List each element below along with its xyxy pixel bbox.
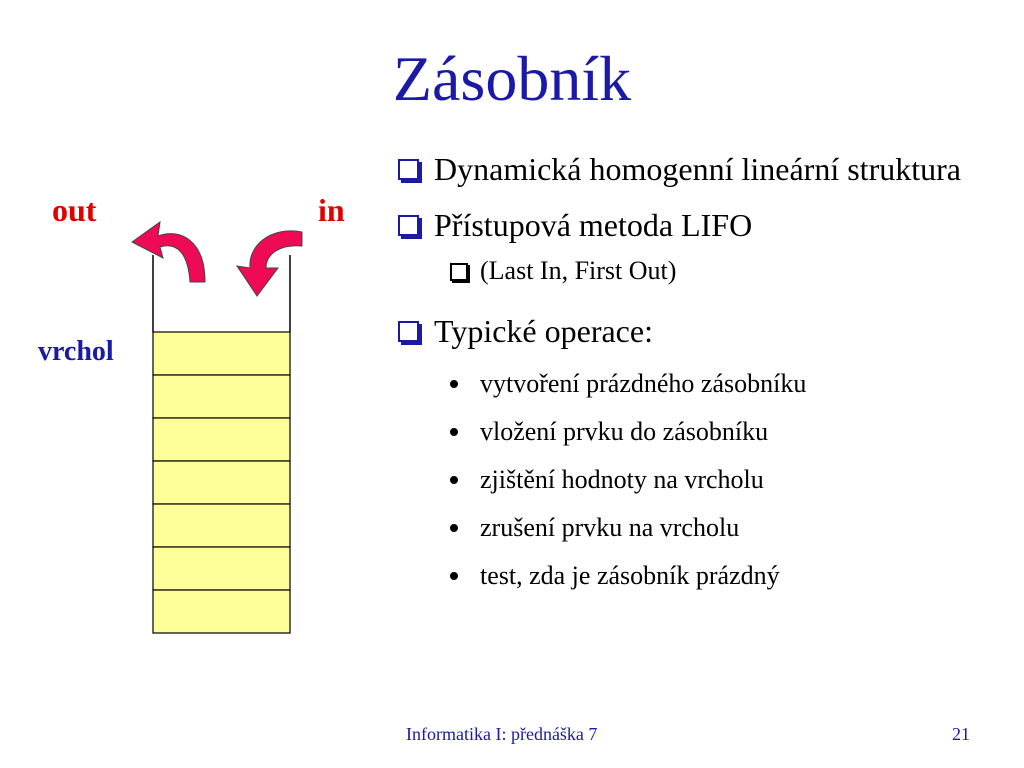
operation-text: zrušení prvku na vrcholu — [480, 513, 740, 542]
operations-list — [396, 360, 1006, 600]
checkbox-bullet-icon — [398, 321, 419, 342]
operation-text: vložení prvku do zásobníku — [480, 417, 769, 446]
stack-diagram — [0, 0, 400, 640]
stack-cell — [153, 375, 290, 418]
bullet-list — [396, 148, 1006, 600]
operation-text: zjištění hodnoty na vrcholu — [480, 465, 764, 494]
stack-cells — [153, 332, 290, 633]
stack-cell — [153, 332, 290, 375]
bullet-text: Přístupová metoda LIFO — [434, 207, 753, 243]
bullet-item — [396, 204, 1006, 246]
checkbox-bullet-icon — [398, 159, 419, 180]
footer-text: Informatika I: přednáška 7 — [406, 724, 598, 744]
bullet-dot-icon — [450, 380, 458, 388]
bullet-item — [396, 148, 1006, 190]
sub-bullet-item — [396, 254, 1006, 288]
slide-title: Zásobník — [392, 43, 632, 114]
out-label: out — [52, 192, 97, 228]
checkbox-bullet-icon — [450, 263, 468, 281]
bullet-dot-icon — [450, 428, 458, 436]
page-number: 21 — [952, 724, 970, 744]
operation-text: vytvoření prázdného zásobníku — [480, 369, 807, 398]
operation-item — [396, 552, 1006, 600]
bullet-text: Typické operace: — [434, 313, 653, 349]
operation-item — [396, 408, 1006, 456]
operation-item — [396, 456, 1006, 504]
bullet-text: Dynamická homogenní lineární struktura — [434, 151, 961, 187]
operation-text: test, zda je zásobník prázdný — [480, 561, 780, 590]
in-label: in — [318, 192, 345, 228]
top-label: vrchol — [38, 336, 114, 367]
bullet-dot-icon — [450, 572, 458, 580]
bullet-item — [396, 310, 1006, 352]
stack-cell — [153, 590, 290, 633]
bullet-dot-icon — [450, 524, 458, 532]
out-arrow — [132, 222, 205, 282]
stack-cell — [153, 504, 290, 547]
stack-cell — [153, 461, 290, 504]
in-arrow — [237, 231, 302, 296]
stack-cell — [153, 547, 290, 590]
checkbox-bullet-icon — [398, 215, 419, 236]
stack-cell — [153, 418, 290, 461]
bullet-dot-icon — [450, 476, 458, 484]
sub-bullet-text: (Last In, First Out) — [480, 256, 677, 285]
operation-item — [396, 504, 1006, 552]
operation-item — [396, 360, 1006, 408]
